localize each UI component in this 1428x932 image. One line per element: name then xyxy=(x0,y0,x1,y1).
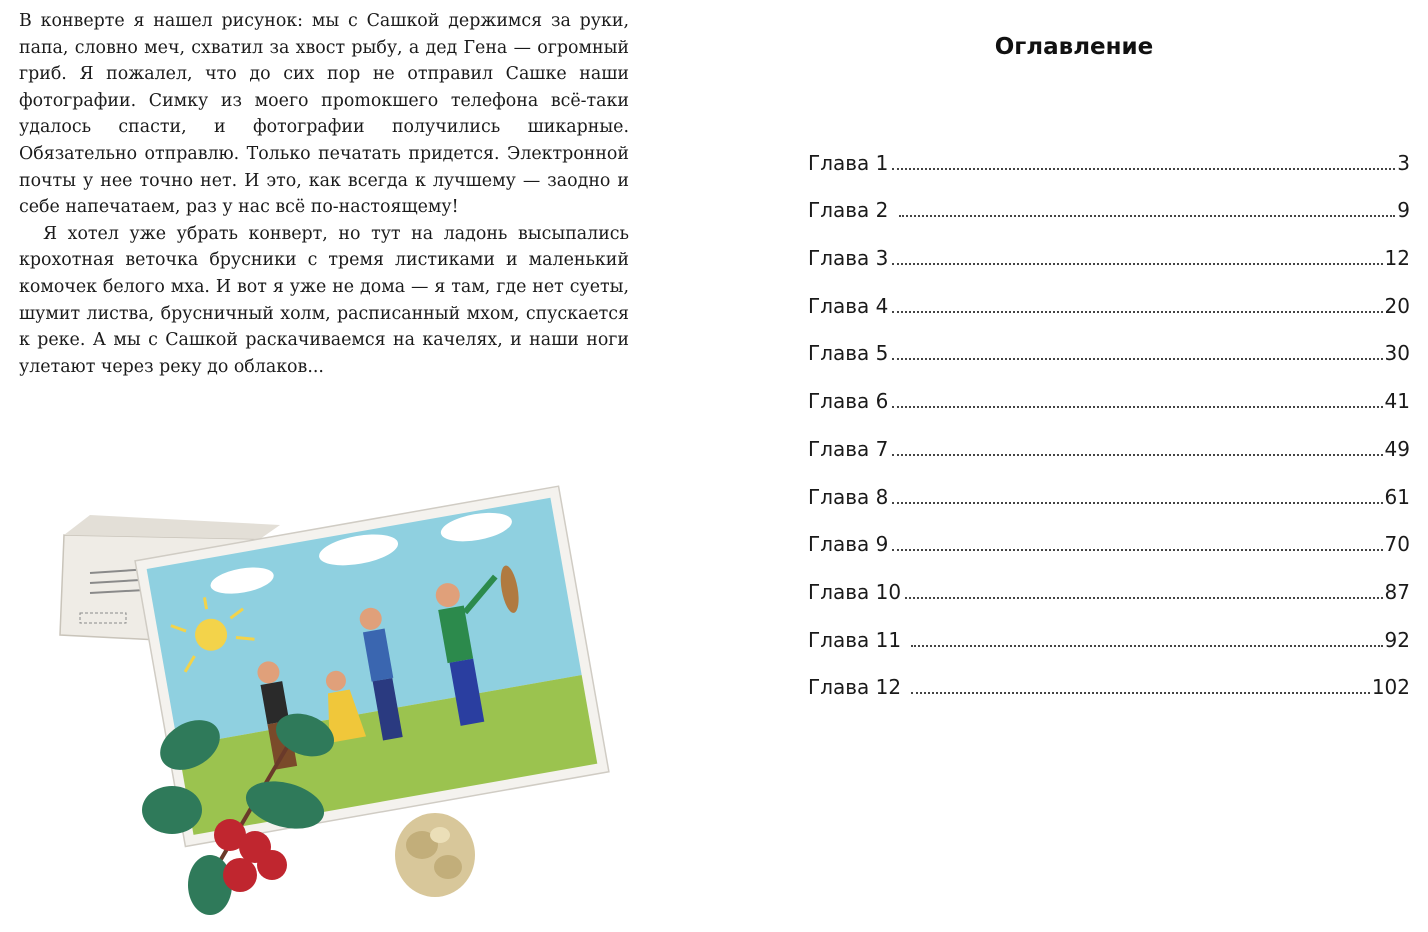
toc-entry-label: Глава 12 xyxy=(808,675,908,700)
story-text xyxy=(19,8,629,380)
toc-entry-label: Глава 6 xyxy=(808,389,889,414)
toc-dot-leader xyxy=(905,596,1382,599)
toc-entry[interactable] xyxy=(808,508,1410,556)
toc-entry[interactable] xyxy=(808,317,1410,365)
toc-entry-page: 87 xyxy=(1384,579,1410,604)
toc-entry-page: 9 xyxy=(1397,198,1410,223)
toc-entry-label: Глава 3 xyxy=(808,246,889,271)
toc-entry-label: Глава 9 xyxy=(808,532,889,557)
toc-entry-page: 49 xyxy=(1384,436,1410,461)
toc-dot-leader xyxy=(892,357,1382,360)
toc-dot-leader xyxy=(892,310,1382,313)
toc-entry[interactable] xyxy=(808,651,1410,699)
toc-entry[interactable] xyxy=(808,221,1410,269)
illustration xyxy=(50,455,610,925)
toc-dot-leader xyxy=(892,405,1382,408)
toc-entry-label: Глава 4 xyxy=(808,293,889,318)
right-page xyxy=(720,0,1428,932)
toc-entry-label: Глава 5 xyxy=(808,341,889,366)
toc-entry[interactable] xyxy=(808,364,1410,412)
left-page xyxy=(0,0,660,932)
paragraph-2: Я хотел уже убрать конверт, но тут на ладонь высыпались крохотная веточка брусники с тремя листиками и маленький комочек белого мха. И вот я уже не дома — я там, где нет суеты, шумит листва, брусничный холм, расписанный мхом, спускается к реке. А мы с Сашкой раскачиваемся на качелях, и наши ноги улетают через реку до облаков... xyxy=(19,223,629,377)
toc-entry[interactable] xyxy=(808,412,1410,460)
toc-entry-page: 20 xyxy=(1384,293,1410,318)
toc-dot-leader xyxy=(899,214,1396,217)
toc-dot-leader xyxy=(911,691,1369,694)
toc-entry-label: Глава 2 xyxy=(808,198,895,223)
toc-title: Оглавление xyxy=(994,34,1154,60)
table-of-contents xyxy=(808,126,1410,698)
toc-entry-label: Глава 10 xyxy=(808,579,902,604)
toc-dot-leader xyxy=(892,548,1382,551)
toc-entry-page: 41 xyxy=(1384,389,1410,414)
toc-entry-page: 70 xyxy=(1384,532,1410,557)
toc-dot-leader xyxy=(892,453,1382,456)
toc-entry[interactable] xyxy=(808,460,1410,508)
toc-entry-label: Глава 11 xyxy=(808,627,908,652)
toc-entry-page: 102 xyxy=(1371,675,1410,700)
toc-entry[interactable] xyxy=(808,555,1410,603)
toc-dot-leader xyxy=(892,501,1382,504)
toc-dot-leader xyxy=(911,644,1382,647)
toc-entry-label: Глава 1 xyxy=(808,150,889,175)
toc-dot-leader xyxy=(892,262,1382,265)
toc-entry-page: 92 xyxy=(1384,627,1410,652)
moss-clump xyxy=(395,813,475,897)
toc-entry-page: 12 xyxy=(1384,246,1410,271)
toc-entry-label: Глава 8 xyxy=(808,484,889,509)
toc-entry-label: Глава 7 xyxy=(808,436,889,461)
toc-entry-page: 3 xyxy=(1397,150,1410,175)
toc-entry[interactable] xyxy=(808,603,1410,651)
toc-entry[interactable] xyxy=(808,269,1410,317)
toc-dot-leader xyxy=(892,167,1395,170)
toc-entry-page: 61 xyxy=(1384,484,1410,509)
toc-entry[interactable] xyxy=(808,126,1410,174)
toc-entry-page: 30 xyxy=(1384,341,1410,366)
toc-entry[interactable] xyxy=(808,174,1410,222)
paragraph-1: В конверте я нашел рисунок: мы с Сашкой держимся за руки, папа, словно меч, схватил за хвост рыбу, а дед Гена — огромный гриб. Я пожалел, что до сих пор не отправил Сашке наши фотографии. Симку из моего проmокшего телефона всё-таки удалось спасти, и фотографии получились шикарные. Обязательно отправлю. Только печатать придется. Электронной почты у нее точно нет. И это, как всегда к лучшему — заодно и себе напечатаем, раз у нас всё по-настоящему! xyxy=(19,11,629,218)
